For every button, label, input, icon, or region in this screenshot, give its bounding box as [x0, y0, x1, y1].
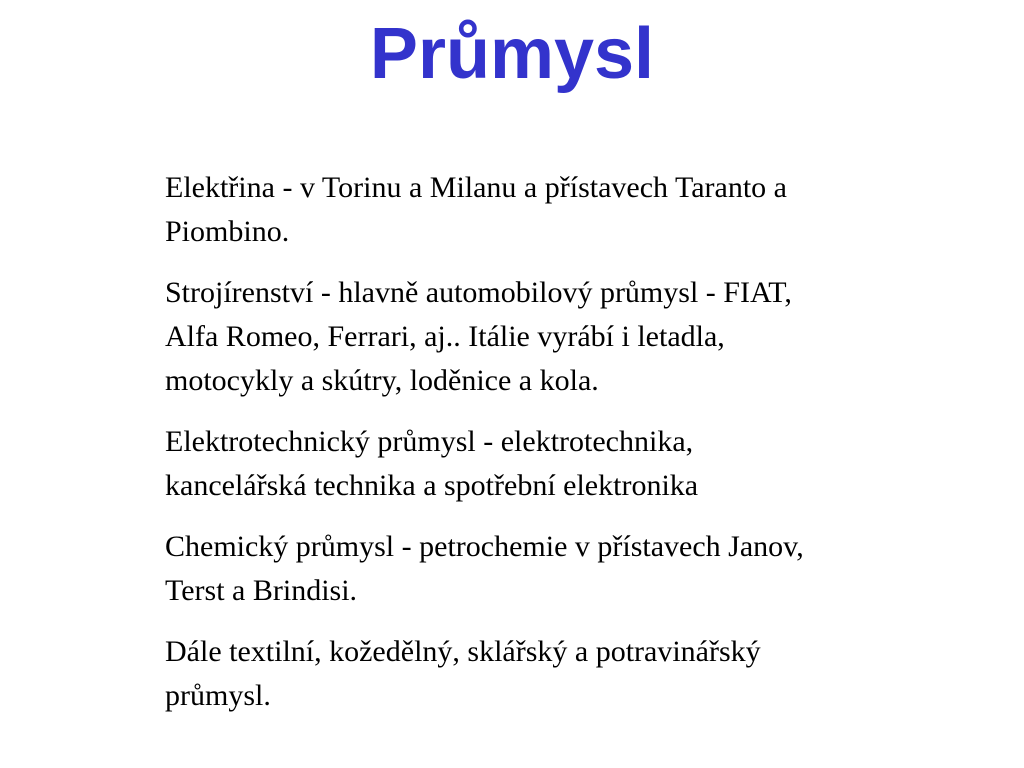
paragraph-electrotechnical: Elektrotechnický průmysl - elektrotechnika, kancelářská technika a spotřební elektronika	[165, 425, 699, 502]
paragraph-other-industries: Dále textilní, kožedělný, sklářský a potravinářský průmysl.	[165, 635, 761, 712]
paragraph-engineering: Strojírenství - hlavně automobilový průmysl - FIAT, Alfa Romeo, Ferrari, aj.. Itálie vyrábí i letadla, motocykly a skútry, loděnice a kola.	[165, 276, 792, 397]
paragraph-electricity: Elektřina - v Torinu a Milanu a přístavech Taranto a Piombino.	[165, 171, 787, 248]
slide-body	[165, 166, 823, 718]
slide-title: Průmysl	[369, 14, 655, 94]
paragraph-chemical: Chemický průmysl - petrochemie v přístavech Janov, Terst a Brindisi.	[165, 530, 804, 607]
